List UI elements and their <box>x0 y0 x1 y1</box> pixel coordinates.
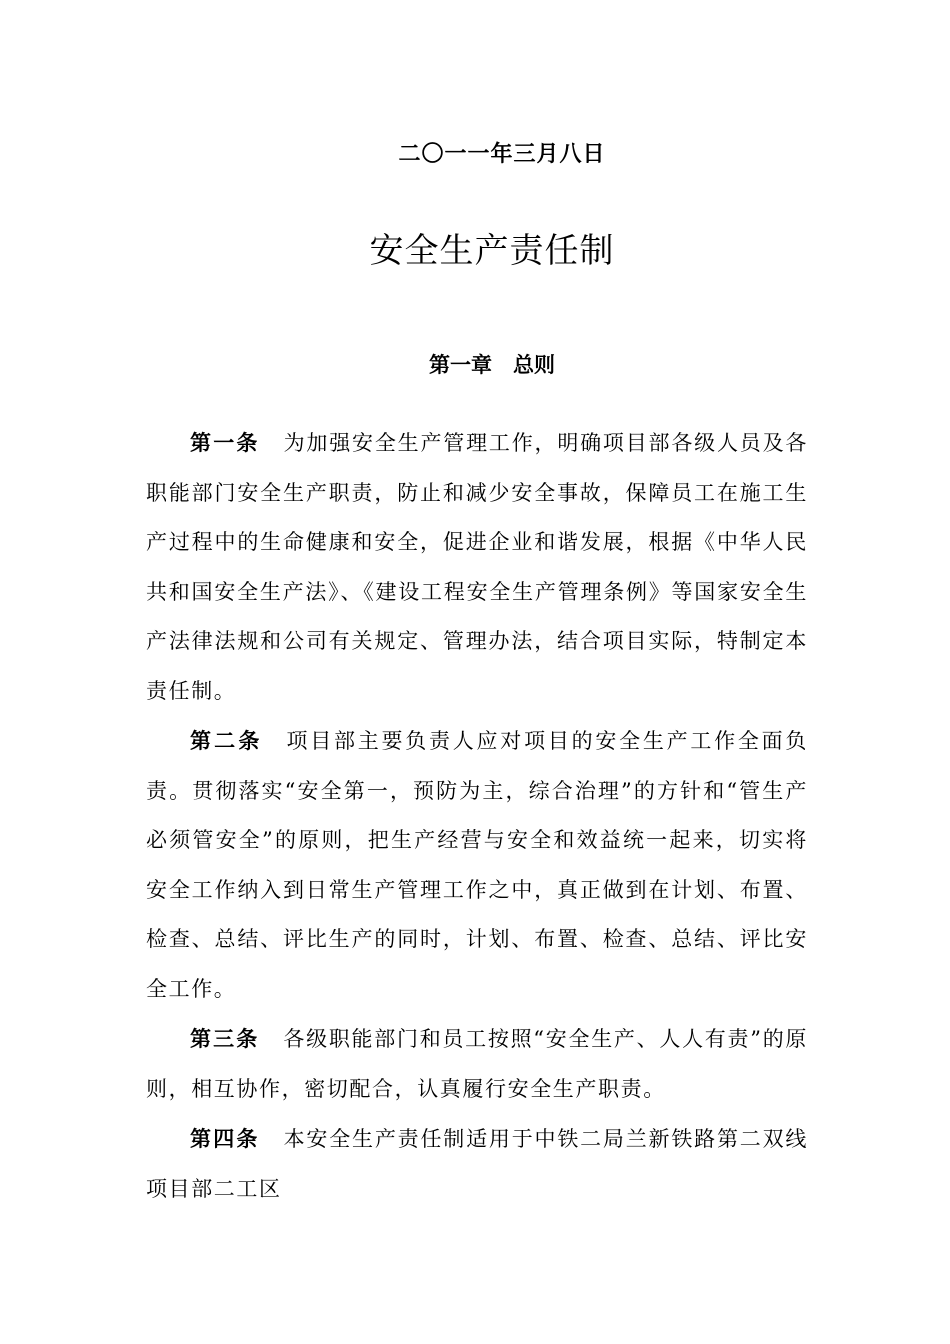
article-2 <box>146 716 808 1014</box>
article-3 <box>146 1014 808 1114</box>
document-date: 二〇一一年三月八日 <box>398 141 606 167</box>
article-1 <box>146 418 808 716</box>
document-title: 安全生产责任制 <box>369 231 615 271</box>
chapter-title: 第一章 总则 <box>429 352 555 377</box>
article-label: 第一条 <box>190 430 260 455</box>
article-text: 项目部主要负责人应对项目的安全生产工作全面负责。贯彻落实“安全第一，预防为主，综合治理”的方针和“管生产必须管安全”的原则，把生产经营与安全和效益统一起来，切实将安全工作纳入到日常生产管理工作之中，真正做到在计划、布置、检查、总结、评比生产的同时，计划、布置、检查、总结、评比安全工作。 <box>146 729 809 1001</box>
document-body <box>146 418 808 1214</box>
article-label: 第四条 <box>190 1126 260 1151</box>
article-text: 各级职能部门和员工按照“安全生产、人人有责”的原则，相互协作，密切配合，认真履行安全生产职责。 <box>146 1027 809 1101</box>
article-text: 为加强安全生产管理工作，明确项目部各级人员及各职能部门安全生产职责，防止和减少安全事故，保障员工在施工生产过程中的生命健康和安全，促进企业和谐发展，根据《中华人民共和国安全生产法》、《建设工程安全生产管理条例》等国家安全生产法律法规和公司有关规定、管理办法，结合项目实际，特制定本责任制。 <box>146 431 808 703</box>
article-4 <box>146 1114 808 1214</box>
article-label: 第三条 <box>190 1026 260 1051</box>
article-label: 第二条 <box>190 728 263 753</box>
article-text: 本安全生产责任制适用于中铁二局兰新铁路第二双线项目部二工区 <box>146 1127 808 1201</box>
